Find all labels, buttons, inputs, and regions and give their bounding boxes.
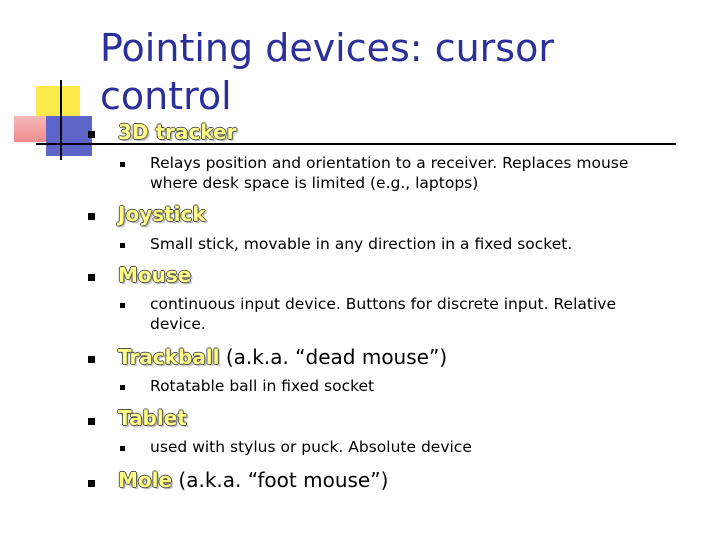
sub-bullet-text: Rotatable ball in fixed socket (150, 377, 375, 395)
bullet-note: (a.k.a. “foot mouse”) (172, 468, 389, 492)
bullet-item (118, 468, 388, 492)
bullet-item (118, 263, 191, 287)
decorative-vertical-line (60, 80, 62, 160)
decorative-blue-square (46, 116, 92, 156)
sub-bullet-square-icon (120, 385, 125, 390)
bullet-note: (a.k.a. “dead mouse”) (219, 345, 448, 369)
sub-bullet-square-icon (120, 162, 125, 167)
bullet-square-icon (88, 131, 95, 138)
slide-title: Pointing devices: cursor control (100, 26, 554, 118)
bullet-square-icon (88, 356, 95, 363)
sub-bullet-text: used with stylus or puck. Absolute device (150, 438, 472, 456)
bullet-square-icon (88, 418, 95, 425)
bullet-term: 3D tracker (118, 120, 237, 144)
sub-bullet-text: Small stick, movable in any direction in a fixed socket. (150, 235, 573, 253)
sub-bullet-text: Relays position and orientation to a receiver. Replaces mouse where desk space is limited (e.g., laptops) (150, 154, 629, 192)
bullet-term: Trackball (118, 345, 220, 369)
bullet-term: Tablet (118, 406, 187, 430)
bullet-square-icon (88, 213, 95, 220)
bullet-item (118, 202, 206, 226)
sub-bullet-text: continuous input device. Buttons for discrete input. Relative device. (150, 295, 616, 333)
bullet-square-icon (88, 480, 95, 487)
bullet-term: Joystick (118, 202, 206, 226)
bullet-item (118, 345, 447, 369)
bullet-item (118, 406, 187, 430)
bullet-item (118, 120, 236, 144)
sub-bullet-square-icon (120, 243, 125, 248)
bullet-term: Mouse (118, 263, 192, 287)
decorative-pink-square (14, 116, 50, 142)
bullet-square-icon (88, 274, 95, 281)
bullet-term: Mole (118, 468, 173, 492)
sub-bullet-square-icon (120, 303, 125, 308)
sub-bullet-square-icon (120, 446, 125, 451)
